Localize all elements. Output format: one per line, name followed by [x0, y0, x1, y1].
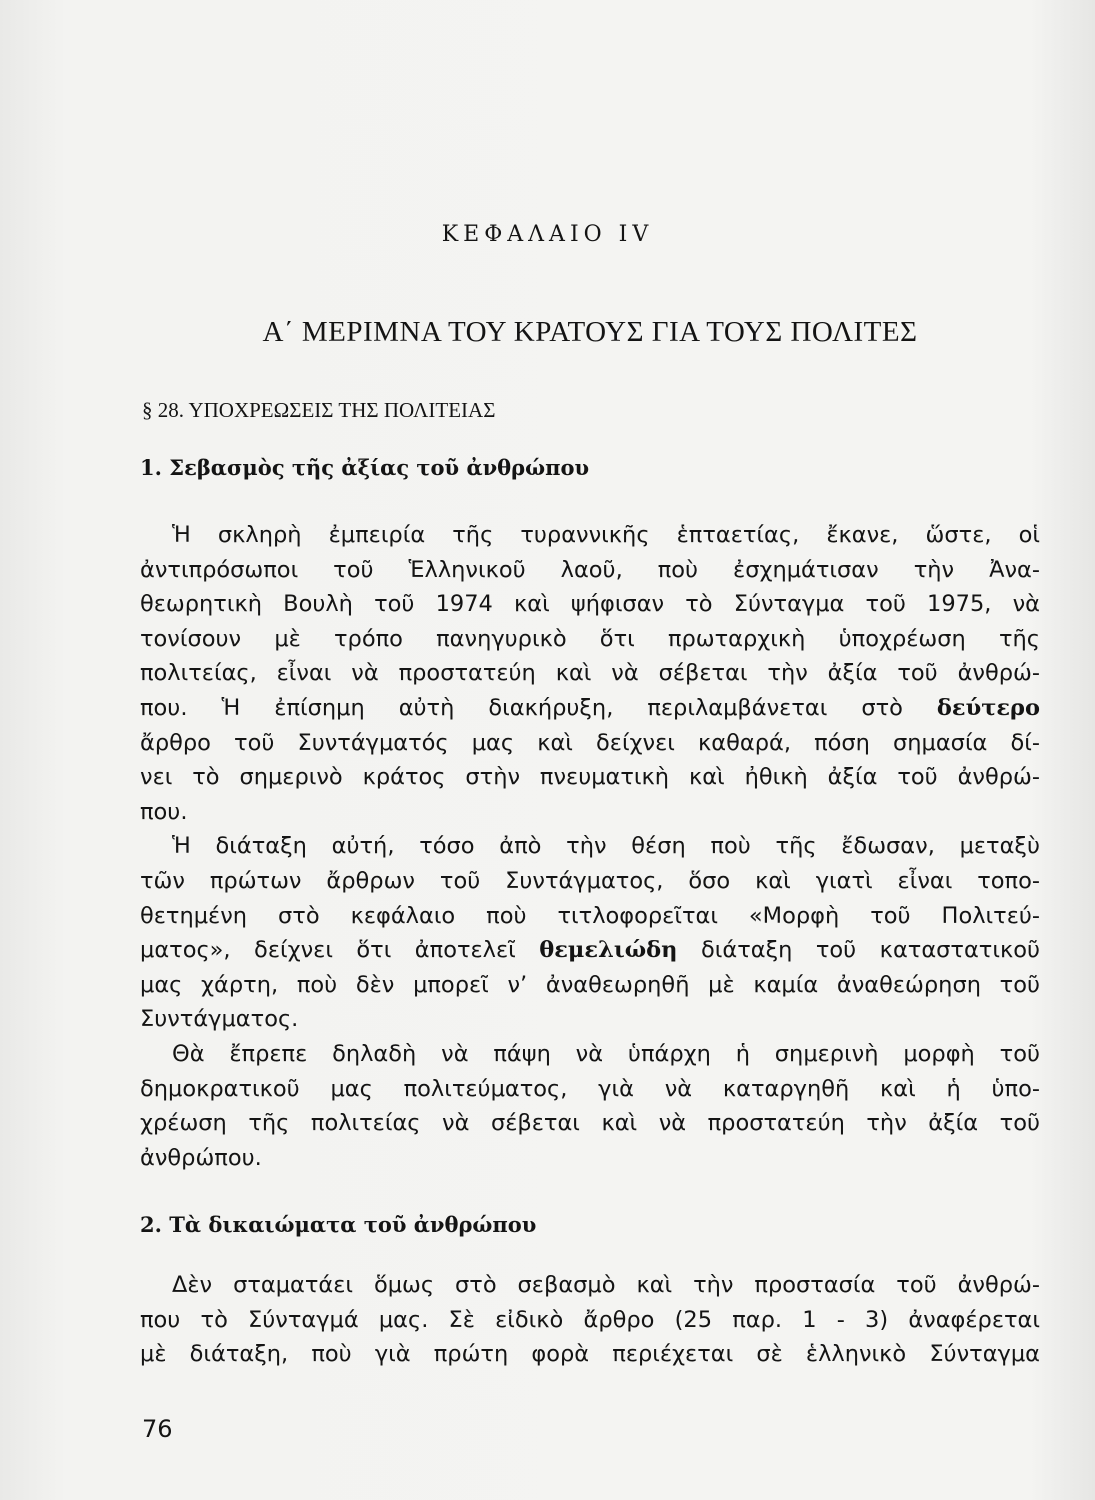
text-segment: Ἡ διάταξη αὐτή, τόσο ἀπὸ τὴν θέση ποὺ τῆς ἔδωσαν, μεταξὺ — [172, 833, 1040, 860]
text-segment: ματος», δείχνει ὅτι ἀποτελεῖ — [140, 937, 540, 964]
subsection-body-1 — [140, 518, 1040, 1175]
page-number: 76 — [142, 1415, 173, 1443]
text-segment: θεωρητικὴ Βουλὴ τοῦ 1974 καὶ ψήφισαν τὸ Σύνταγμα τοῦ 1975, νὰ — [140, 591, 1040, 618]
text-line — [140, 726, 1040, 761]
text-line — [140, 656, 1040, 691]
text-segment: νει τὸ σημερινὸ κράτος στὴν πνευματικὴ καὶ ἠθικὴ ἀξία τοῦ ἀνθρώ- — [140, 764, 1040, 791]
text-line — [140, 968, 1040, 1003]
text-segment: Θὰ ἔπρεπε δηλαδὴ νὰ πάψη νὰ ὑπάρχη ἡ σημερινὴ μορφὴ τοῦ — [172, 1040, 1040, 1067]
text-line — [140, 1141, 1040, 1176]
text-segment: Συντάγματος. — [140, 1006, 299, 1033]
text-segment: ἄρθρο τοῦ Συντάγματός μας καὶ δείχνει καθαρά, πόση σημασία δί- — [140, 729, 1040, 756]
text-segment: πολιτείας, εἶναι νὰ προστατεύη καὶ νὰ σέβεται τὴν ἀξία τοῦ ἀνθρώ- — [140, 660, 1040, 687]
text-segment: μας χάρτη, ποὺ δὲν μπορεῖ ν’ ἀναθεωρηθῆ μὲ καμία ἀναθεώρηση τοῦ — [140, 971, 1040, 998]
text-line — [140, 1002, 1040, 1037]
bold-text: θεμελιώδη — [539, 937, 678, 964]
text-line — [140, 864, 1040, 899]
text-segment: τῶν πρώτων ἄρθρων τοῦ Συντάγματος, ὅσο καὶ γιατὶ εἶναι τοπο- — [140, 867, 1040, 894]
text-segment: ἀντιπρόσωποι τοῦ Ἑλληνικοῦ λαοῦ, ποὺ ἐσχημάτισαν τὴν Ἀνα- — [140, 556, 1040, 583]
text-line — [140, 1268, 1040, 1303]
chapter-heading: ΚΕΦΑΛΑΙΟ IV — [441, 222, 654, 247]
text-line — [140, 1303, 1040, 1338]
text-segment: Δὲν σταματάει ὅμως στὸ σεβασμὸ καὶ τὴν προστασία τοῦ ἀνθρώ- — [172, 1272, 1040, 1298]
text-line — [140, 587, 1040, 622]
text-line — [140, 933, 1040, 968]
subsection-body-2 — [140, 1268, 1040, 1372]
text-segment: Ἡ σκληρὴ ἐμπειρία τῆς τυραννικῆς ἑπταετίας, ἔκανε, ὥστε, οἱ — [172, 522, 1040, 548]
text-line — [140, 760, 1040, 795]
text-line — [140, 553, 1040, 588]
text-segment: που. — [140, 798, 188, 825]
text-line — [140, 622, 1040, 657]
text-segment: χρέωση τῆς πολιτείας νὰ σέβεται καὶ νὰ προστατεύη τὴν ἀξία τοῦ — [140, 1110, 1040, 1137]
text-line — [140, 1072, 1040, 1107]
bold-text: δεύτερο — [936, 694, 1040, 721]
text-line — [140, 518, 1040, 553]
text-segment: ἀνθρώπου. — [140, 1144, 262, 1171]
subsection-heading-2: 2. Τὰ δικαιώματα τοῦ ἀνθρώπου — [140, 1212, 537, 1237]
text-line — [140, 1337, 1040, 1372]
section-heading: § 28. ΥΠΟΧΡΕΩΣΕΙΣ ΤΗΣ ΠΟΛΙΤΕΙΑΣ — [142, 398, 496, 422]
chapter-title: Α΄ ΜΕΡΙΜΝΑ ΤΟΥ ΚΡΑΤΟΥΣ ΓΙΑ ΤΟΥΣ ΠΟΛΙΤΕΣ — [262, 316, 918, 348]
text-segment: δημοκρατικοῦ μας πολιτεύματος, γιὰ νὰ καταργηθῆ καὶ ἡ ὑπο- — [140, 1075, 1040, 1102]
text-line — [140, 1037, 1040, 1072]
text-segment: που. Ἡ ἐπίσημη αὐτὴ διακήρυξη, περιλαμβάνεται στὸ — [140, 694, 937, 721]
text-segment: που τὸ Σύνταγμά μας. Σὲ εἰδικὸ ἄρθρο (25 παρ. 1 - 3) ἀναφέρεται — [140, 1306, 1040, 1333]
text-line — [140, 795, 1040, 830]
subsection-heading-1: 1. Σεβασμὸς τῆς ἀξίας τοῦ ἀνθρώπου — [140, 455, 590, 480]
text-segment: διάταξη τοῦ καταστατικοῦ — [677, 937, 1040, 964]
text-line — [140, 899, 1040, 934]
text-line — [140, 691, 1040, 726]
text-line — [140, 1106, 1040, 1141]
text-line — [140, 829, 1040, 864]
text-segment: τονίσουν μὲ τρόπο πανηγυρικὸ ὅτι πρωταρχικὴ ὑποχρέωση τῆς — [140, 625, 1040, 652]
text-segment: θετημένη στὸ κεφάλαιο ποὺ τιτλοφορεῖται «Μορφὴ τοῦ Πολιτεύ- — [140, 902, 1040, 929]
text-segment: μὲ διάταξη, ποὺ γιὰ πρώτη φορὰ περιέχεται σὲ ἑλληνικὸ Σύνταγμα — [140, 1341, 1040, 1368]
